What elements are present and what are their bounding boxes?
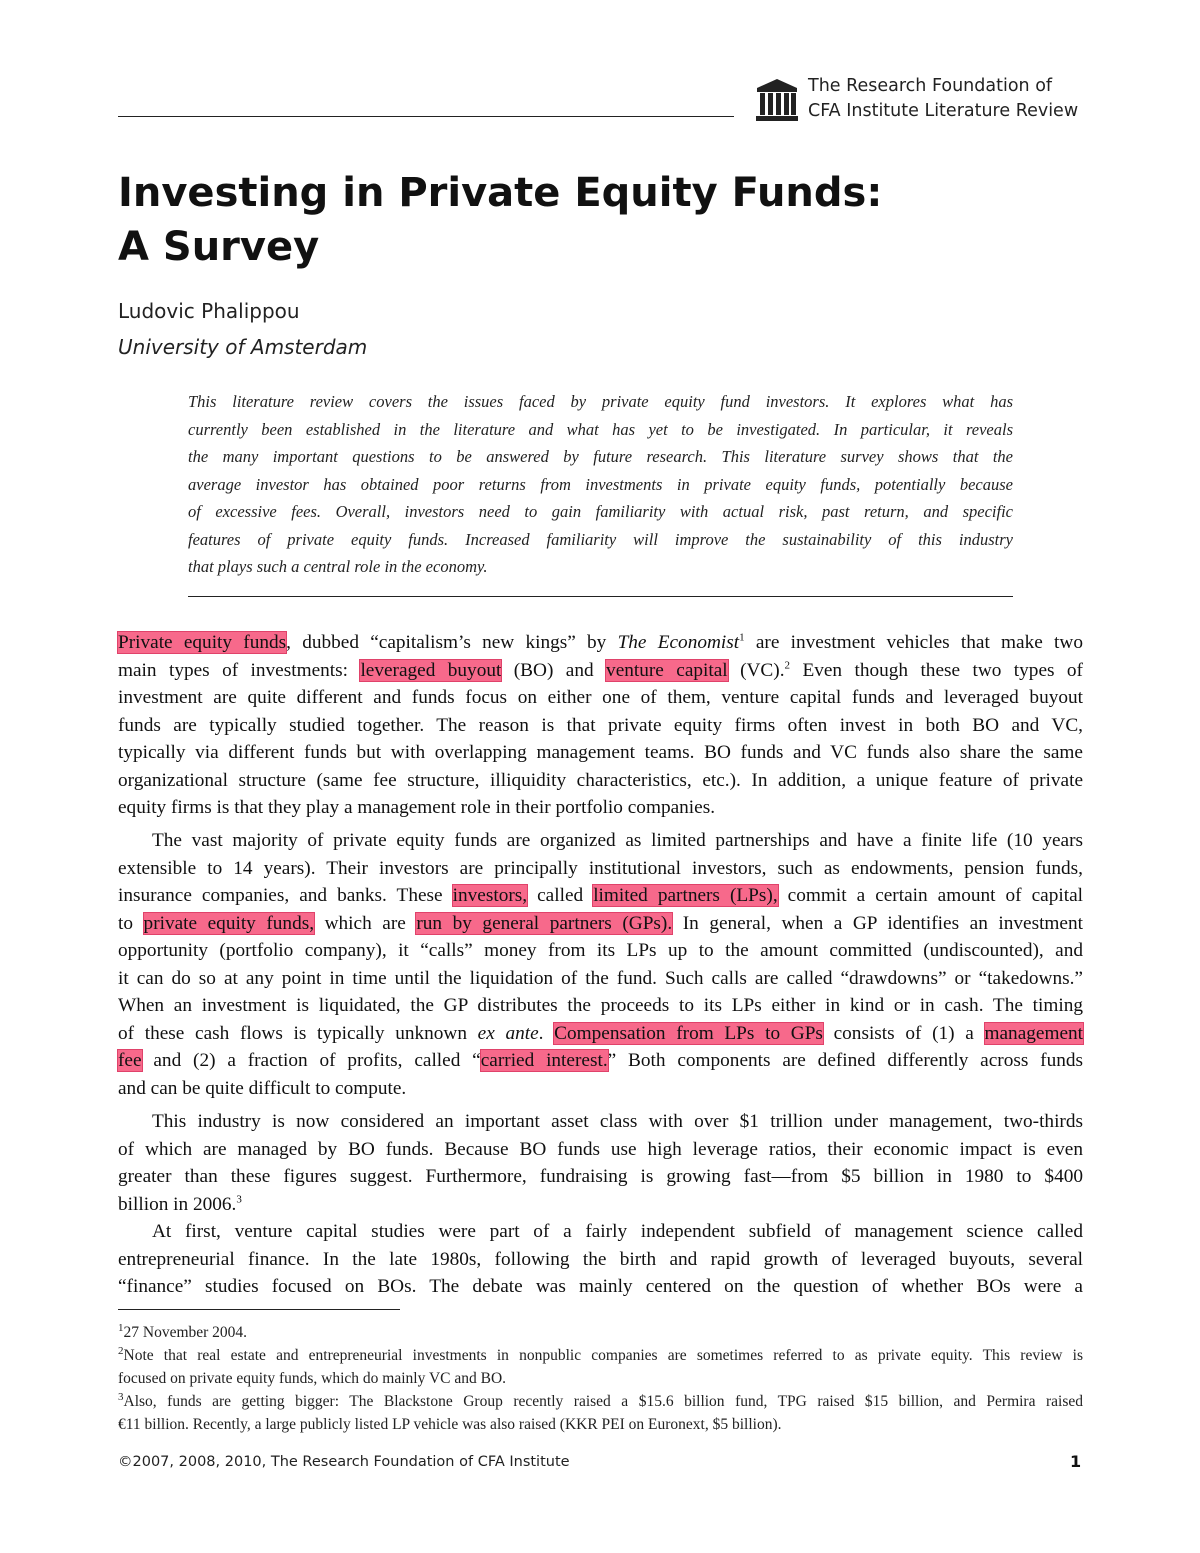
footnote-text: Note that real estate and entrepreneurial investments in nonpublic companies are sometimes referred to as private equity. This review is — [123, 1347, 1083, 1364]
highlight: carried interest. — [480, 1050, 608, 1071]
author-name: Ludovic Phalippou — [118, 299, 300, 323]
text-run: consists of (1) a — [822, 1022, 985, 1044]
text-line: typically via different funds but with overlapping management teams. BO funds and VC funds also share the same — [118, 742, 1083, 763]
footnote-1 — [118, 1321, 1083, 1344]
text-run: of these cash flows is typically unknown — [118, 1022, 478, 1044]
text-line: it can do so at any point in time until the liquidation of the fund. Such calls are called “drawdowns” or “takedowns.” — [118, 967, 1083, 989]
header-rule — [118, 116, 734, 117]
abstract-line: that plays such a central role in the economy. — [188, 557, 488, 576]
text-line: organizational structure (same fee structure, illiquidity characteristics, etc.). In addition, a unique feature of private — [118, 769, 1083, 791]
article-title — [118, 166, 882, 274]
text-run: . — [538, 1022, 555, 1044]
text-line — [118, 882, 1083, 910]
title-line-1: Investing in Private Equity Funds: — [118, 170, 883, 216]
text-run: to — [118, 912, 144, 934]
text-line: opportunity (portfolio company), it “calls” money from its LPs up to the amount committed (undiscounted), and — [118, 940, 1083, 961]
text-line — [118, 1191, 1083, 1219]
footnote-ref-2[interactable]: 2 — [784, 659, 791, 672]
text-line — [118, 657, 1083, 685]
footnote-number: 3 — [118, 1390, 124, 1403]
text-run: are investment vehicles that make two — [744, 632, 1083, 653]
abstract-line: average investor has obtained poor returns from investments in private equity funds, potentially because — [188, 474, 1013, 494]
abstract-line: features of private equity funds. Increased familiarity will improve the sustainability of this industry — [188, 529, 1013, 549]
text-run: commit a certain amount of capital — [777, 885, 1084, 906]
paragraph-4 — [118, 1218, 1083, 1301]
publisher-line-2: CFA Institute Literature Review — [808, 101, 1079, 121]
text-run: billion in 2006. — [118, 1193, 237, 1215]
building-columns-icon — [756, 78, 798, 122]
footnote-text: Also, funds are getting bigger: The Blackstone Group recently raised a $15.6 billion fund, TPG raised $15 billion, and Permira raised — [123, 1393, 1083, 1410]
footnote-3 — [118, 1390, 1083, 1413]
footnote-2-cont: focused on private equity funds, which do mainly VC and BO. — [118, 1370, 507, 1387]
text-run: Even though these two types of — [790, 659, 1083, 681]
text-line: extensible to 14 years). Their investors are principally institutional investors, such as endowments, pension funds, — [118, 857, 1083, 879]
footnote-text: 27 November 2004. — [123, 1324, 248, 1341]
text-line: The vast majority of private equity funds are organized as limited partnerships and have a finite life (10 years — [152, 830, 1083, 851]
text-line: When an investment is liquidated, the GP distributes the proceeds to its LPs either in kind or in cash. The timing — [118, 995, 1083, 1016]
text-run: which are — [314, 912, 417, 934]
page-number: 1 — [1070, 1452, 1082, 1471]
publisher-line-1: The Research Foundation of — [808, 76, 1053, 96]
latin-term: ex ante — [477, 1022, 539, 1044]
text-line — [118, 910, 1083, 938]
abstract-line: currently been established in the literature and what has yet to be investigated. In particular, it reveals — [188, 419, 1013, 439]
text-line: “finance” studies focused on BOs. The debate was mainly centered on the question of whether BOs were a — [118, 1276, 1083, 1297]
footnote-2 — [118, 1344, 1083, 1367]
paragraph-2 — [118, 827, 1083, 1102]
text-run: (VC). — [727, 659, 785, 681]
text-line: This industry is now considered an important asset class with over $1 trillion under management, two-thirds — [152, 1111, 1083, 1132]
text-line: greater than these figures suggest. Furthermore, fundraising is growing fast—from $5 billion in 1980 to $400 — [118, 1166, 1083, 1187]
footnotes — [118, 1321, 1083, 1436]
text-line: funds are typically studied together. The reason is that private equity firms often invest in both BO and VC, — [118, 714, 1083, 736]
highlight: private equity funds, — [143, 912, 315, 934]
abstract-rule — [188, 596, 1013, 597]
footnote-ref-1[interactable]: 1 — [739, 631, 745, 644]
paragraph-3 — [118, 1108, 1083, 1218]
abstract — [188, 388, 1013, 581]
text-line: and can be quite difficult to compute. — [118, 1077, 407, 1099]
footnote-number: 1 — [118, 1321, 124, 1334]
publication-name: The Economist — [617, 632, 740, 653]
highlight: run by general partners (GPs). — [416, 912, 673, 934]
highlight: Compensation from LPs to GPs — [554, 1022, 823, 1044]
abstract-line: of excessive fees. Overall, investors need to gain familiarity with actual risk, past return, and specific — [188, 502, 1013, 521]
text-line — [118, 1020, 1083, 1048]
text-run: and (2) a fraction of profits, called “ — [141, 1050, 481, 1071]
highlight: fee — [118, 1050, 142, 1071]
text-line: At first, venture capital studies were part of a fairly independent subfield of management science called — [152, 1221, 1083, 1242]
highlight: investors, — [452, 885, 528, 906]
title-line-2: A Survey — [118, 224, 320, 270]
footnote-number: 2 — [118, 1344, 124, 1357]
highlight: Private equity funds — [118, 632, 287, 653]
text-run: called — [527, 885, 594, 906]
text-line: of which are managed by BO funds. Because BO funds use high leverage ratios, their economic impact is even — [118, 1138, 1083, 1160]
text-line: equity firms is that they play a management role in their portfolio companies. — [118, 797, 716, 818]
author-affiliation: University of Amsterdam — [118, 335, 368, 359]
text-line — [118, 629, 1083, 657]
text-run: insurance companies, and banks. These — [118, 885, 453, 906]
paragraph-1 — [118, 629, 1083, 822]
publisher-name — [808, 74, 1078, 124]
highlight: venture capital — [606, 659, 728, 681]
text-run: , dubbed “capitalism’s new kings” by — [286, 632, 618, 653]
footnote-ref-3[interactable]: 3 — [236, 1193, 242, 1206]
text-run: main types of investments: — [118, 659, 361, 681]
footnote-3-cont: €11 billion. Recently, a large publicly listed LP vehicle was also raised (KKR PEI on Euronext, $5 billion). — [118, 1416, 782, 1433]
highlight: limited partners (LPs), — [593, 885, 778, 906]
copyright-notice: ©2007, 2008, 2010, The Research Foundation of CFA Institute — [118, 1454, 570, 1470]
text-run: ” Both components are defined differently across funds — [607, 1050, 1084, 1071]
highlight: leveraged buyout — [360, 659, 502, 681]
highlight: management — [984, 1022, 1084, 1044]
footnote-rule — [118, 1309, 400, 1310]
abstract-line: the many important questions to be answered by future research. This literature survey shows that the — [188, 447, 1013, 466]
text-line: entrepreneurial finance. In the late 1980s, following the birth and rapid growth of leveraged buyouts, several — [118, 1248, 1083, 1270]
text-run: In general, when a GP identifies an investment — [672, 912, 1083, 934]
text-run: (BO) and — [501, 659, 607, 681]
text-line: investment are quite different and funds focus on either one of them, venture capital funds and leveraged buyout — [118, 687, 1083, 708]
text-line — [118, 1047, 1083, 1075]
abstract-line: This literature review covers the issues faced by private equity fund investors. It explores what has — [188, 392, 1013, 411]
